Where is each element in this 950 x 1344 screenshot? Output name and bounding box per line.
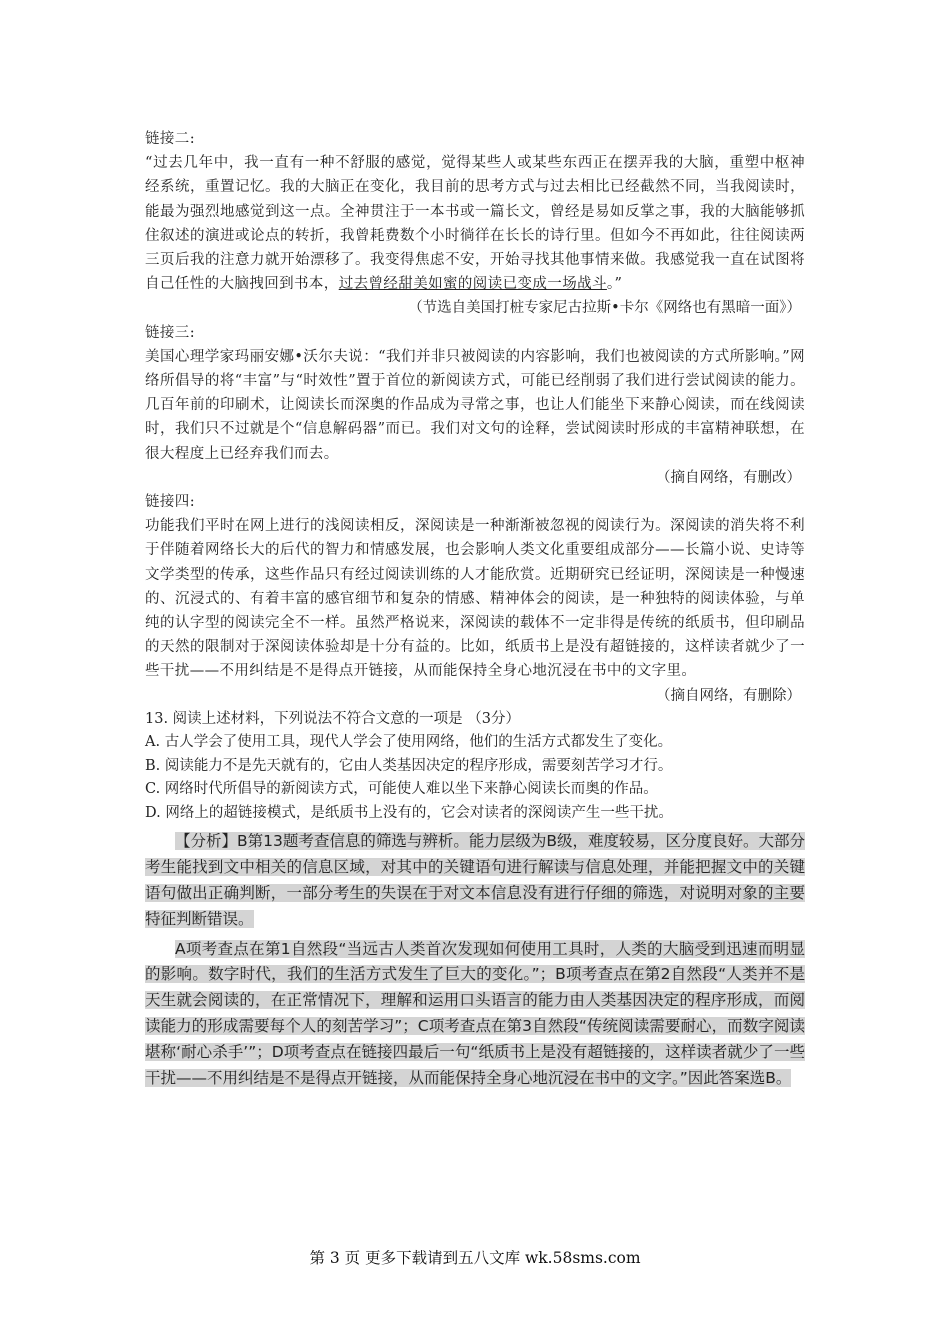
analysis-paragraph-1 (145, 829, 805, 932)
option-c: C. 网络时代所倡导的新阅读方式，可能使人难以坐下来静心阅读长而奥的作品。 (145, 781, 658, 798)
link3-body: 美国心理学家玛丽安娜•沃尔夫说：“我们并非只被阅读的内容影响，我们也被阅读的方式所影响。”网络所倡导的将“丰富”与“时效性”置于首位的新阅读方式，可能已经削弱了我们进行尝试阅读的能力。几百年前的印刷术，让阅读长而深奥的作品成为寻常之事，也让人们能坐下来静心阅读，而在线阅读时，我们只不过就是个“信息解码器”而已。我们对文句的诠释，尝试阅读时形成的丰富精神联想，在很大程度上已经弃我们而去。 (145, 348, 805, 462)
option-a: A. 古人学会了使用工具，现代人学会了使用网络，他们的生活方式都发生了变化。 (145, 734, 673, 751)
option-d: D. 网络上的超链接模式，是纸质书上没有的，它会对读者的深阅读产生一些干扰。 (145, 804, 673, 821)
analysis-paragraph-2 (145, 937, 805, 1092)
link2-underlined-sentence: 过去曾经甜美如蜜的阅读已变成一场战斗 (338, 276, 607, 293)
link4-source: （摘自网络，有删除） (656, 687, 801, 704)
link3-heading: 链接三: (145, 324, 195, 341)
analysis-text-1: 【分析】B第13题考查信息的筛选与辨析。能力层级为B级，难度较易，区分度良好。大部分考生能找到文中相关的信息区域，对其中的关键语句进行解读与信息处理，并能把握文中的关键语句做出正确判断，一部分考生的失误在于对文本信息没有进行仔细的筛选，对说明对象的主要特征判断错误。 (145, 832, 805, 928)
link2-body-end: 。” (606, 276, 623, 293)
page-content (145, 127, 805, 1091)
analysis-text-2: A项考查点在第1自然段“当远古人类首次发现如何使用工具时，人类的大脑受到迅速而明显的影响。数字时代，我们的生活方式发生了巨大的变化。”；B项考查点在第2自然段“人类并不是天生就会阅读的，在正常情况下，理解和运用口头语言的能力由人类基因决定的程序形成，而阅读能力的形成需要每个人的刻苦学习”；C项考查点在第3自然段“传统阅读需要耐心，而数字阅读堪称‘耐心杀手’”；D项考查点在链接四最后一句“纸质书上是没有超链接的，这样读者就少了一些干扰——不用纠结是不是得点开链接，从而能保持全身心地沉浸在书中的文字。”因此答案选B。 (145, 939, 805, 1087)
question-stem: 13. 阅读上述材料，下列说法不符合文意的一项是 （3分） (145, 710, 521, 727)
link2-body (145, 151, 805, 296)
link2-source: （节选自美国打桩专家尼古拉斯•卡尔《网络也有黑暗一面》） (408, 300, 801, 317)
link4-body: 功能我们平时在网上进行的浅阅读相反，深阅读是一种渐渐被忽视的阅读行为。深阅读的消失将不利于伴随着网络长大的后代的智力和情感发展，也会影响人类文化重要组成部分——长篇小说、史诗等文学类型的传承，这些作品只有经过阅读训练的人才能欣赏。近期研究已经证明，深阅读是一种慢速的、沉浸式的、有着丰富的感官细节和复杂的情感、精神体会的阅读，是一种独特的阅读体验，与单纯的认字型的阅读完全不一样。虽然严格说来，深阅读的载体不一定非得是传统的纸质书，但印刷品的天然的限制对于深阅读体验却是十分有益的。比如，纸质书上是没有超链接的，这样读者就少了一些干扰——不用纠结是不是得点开链接，从而能保持全身心地沉浸在书中的文字里。 (145, 518, 805, 680)
option-b: B. 阅读能力不是先天就有的，它由人类基因决定的程序形成，需要刻苦学习才行。 (145, 757, 673, 774)
page-footer: 第 3 页 更多下载请到五八文库 wk.58sms.com (309, 1249, 641, 1267)
link4-heading: 链接四: (145, 494, 195, 511)
link2-heading: 链接二: (145, 131, 195, 147)
link3-source: （摘自网络，有删改） (656, 469, 801, 486)
link2-body-main: “过去几年中，我一直有一种不舒服的感觉，觉得某些人或某些东西正在摆弄我的大脑，重塑中枢神经系统，重置记忆。我的大脑正在变化，我目前的思考方式与过去相比已经截然不同，当我阅读时，能最为强烈地感觉到这一点。全神贯注于一本书或一篇长文，曾经是易如反掌之事，我的大脑能够抓住叙述的演进或论点的转折，我曾耗费数个小时徜徉在长长的诗行里。但如今不再如此，往往阅读两三页后我的注意力就开始漂移了。我变得焦虑不安，开始寻找其他事情来做。我感觉我一直在试图将自己任性的大脑拽回到书本， (145, 155, 805, 293)
